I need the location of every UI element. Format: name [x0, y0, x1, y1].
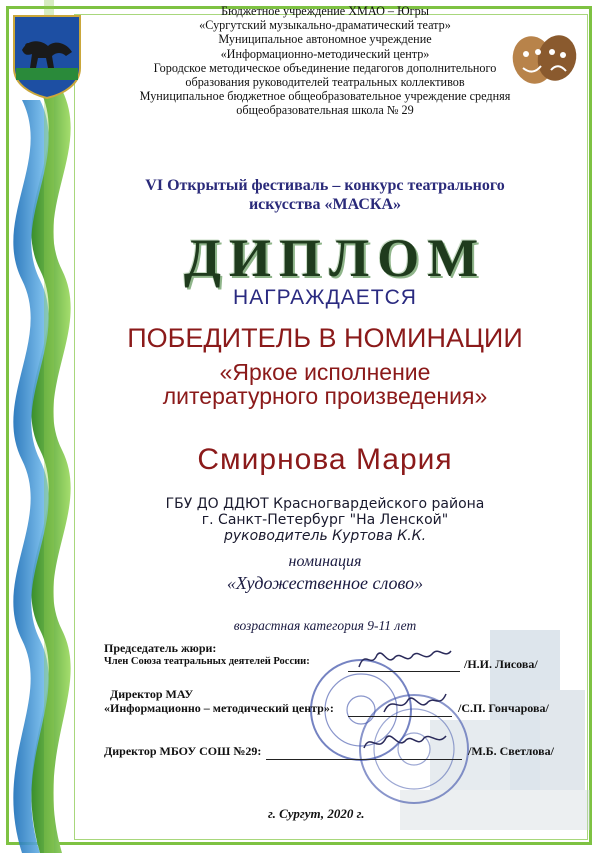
- chair-name: /Н.И. Лисова/: [464, 657, 538, 671]
- director1-title: Директор МАУ: [110, 687, 194, 701]
- signature-line: [266, 759, 462, 760]
- nomination-label: номинация: [288, 553, 362, 570]
- chair-union-title: Член Союза театральных деятелей России:: [104, 656, 310, 667]
- festival-line: искусства «МАСКА»: [248, 196, 402, 213]
- director2-title: Директор МБОУ СОШ №29:: [104, 744, 262, 758]
- diploma-title: ДИПЛОМ: [183, 228, 487, 288]
- organization-line: г. Санкт-Петербург "На Ленской": [201, 512, 449, 528]
- handwritten-signature: [355, 645, 455, 673]
- director1-center-title: «Информационно – методический центр»:: [104, 701, 334, 715]
- header-line: Бюджетное учреждение ХМАО – Югры: [221, 4, 429, 18]
- handwritten-signature: [360, 728, 450, 758]
- header-line: Городское методическое объединение педагогов дополнительного: [153, 60, 497, 75]
- organization-block: [110, 496, 540, 544]
- surgut-coat-of-arms-icon: [8, 12, 86, 100]
- organizers-header: [110, 4, 540, 118]
- nomination-title-line: «Яркое исполнение: [219, 359, 431, 385]
- teacher-line: руководитель Куртова К.К.: [223, 528, 427, 544]
- header-line: «Сургутский музыкально-драматический театр»: [199, 18, 451, 33]
- handwritten-signature: [380, 688, 450, 718]
- header-line: «Информационно-методический центр»: [220, 46, 430, 61]
- director1-name: /С.П. Гончарова/: [458, 701, 549, 715]
- director2-name: /М.Б. Светлова/: [468, 744, 554, 758]
- header-line: Муниципальное автономное учреждение: [218, 32, 432, 47]
- header-line: общеобразовательная школа № 29: [236, 103, 414, 118]
- nomination-block: [110, 552, 540, 594]
- nomination-value: «Художественное слово»: [226, 573, 424, 593]
- nomination-title: [110, 360, 540, 408]
- city-date: г. Сургут, 2020 г.: [268, 806, 365, 821]
- chair-title: Председатель жюри:: [104, 641, 217, 655]
- header-line: Муниципальное бюджетное общеобразовательное учреждение средняя: [139, 89, 511, 104]
- winner-heading: ПОБЕДИТЕЛЬ В НОМИНАЦИИ: [127, 323, 523, 353]
- nomination-title-line: литературного произведения»: [162, 383, 488, 409]
- header-line: образования руководителей театральных коллективов: [185, 75, 465, 90]
- decorative-ribbon: [0, 0, 90, 853]
- festival-line: VI Открытый фестиваль – конкурс театрального: [145, 177, 505, 194]
- organization-line: ГБУ ДО ДДЮТ Красногвардейского района: [165, 496, 485, 512]
- festival-name: [110, 176, 540, 214]
- awarded-label: НАГРАЖДАЕТСЯ: [233, 286, 417, 309]
- age-category: возрастная категория 9-11 лет: [233, 618, 417, 633]
- recipient-name: Смирнова Мария: [197, 443, 453, 476]
